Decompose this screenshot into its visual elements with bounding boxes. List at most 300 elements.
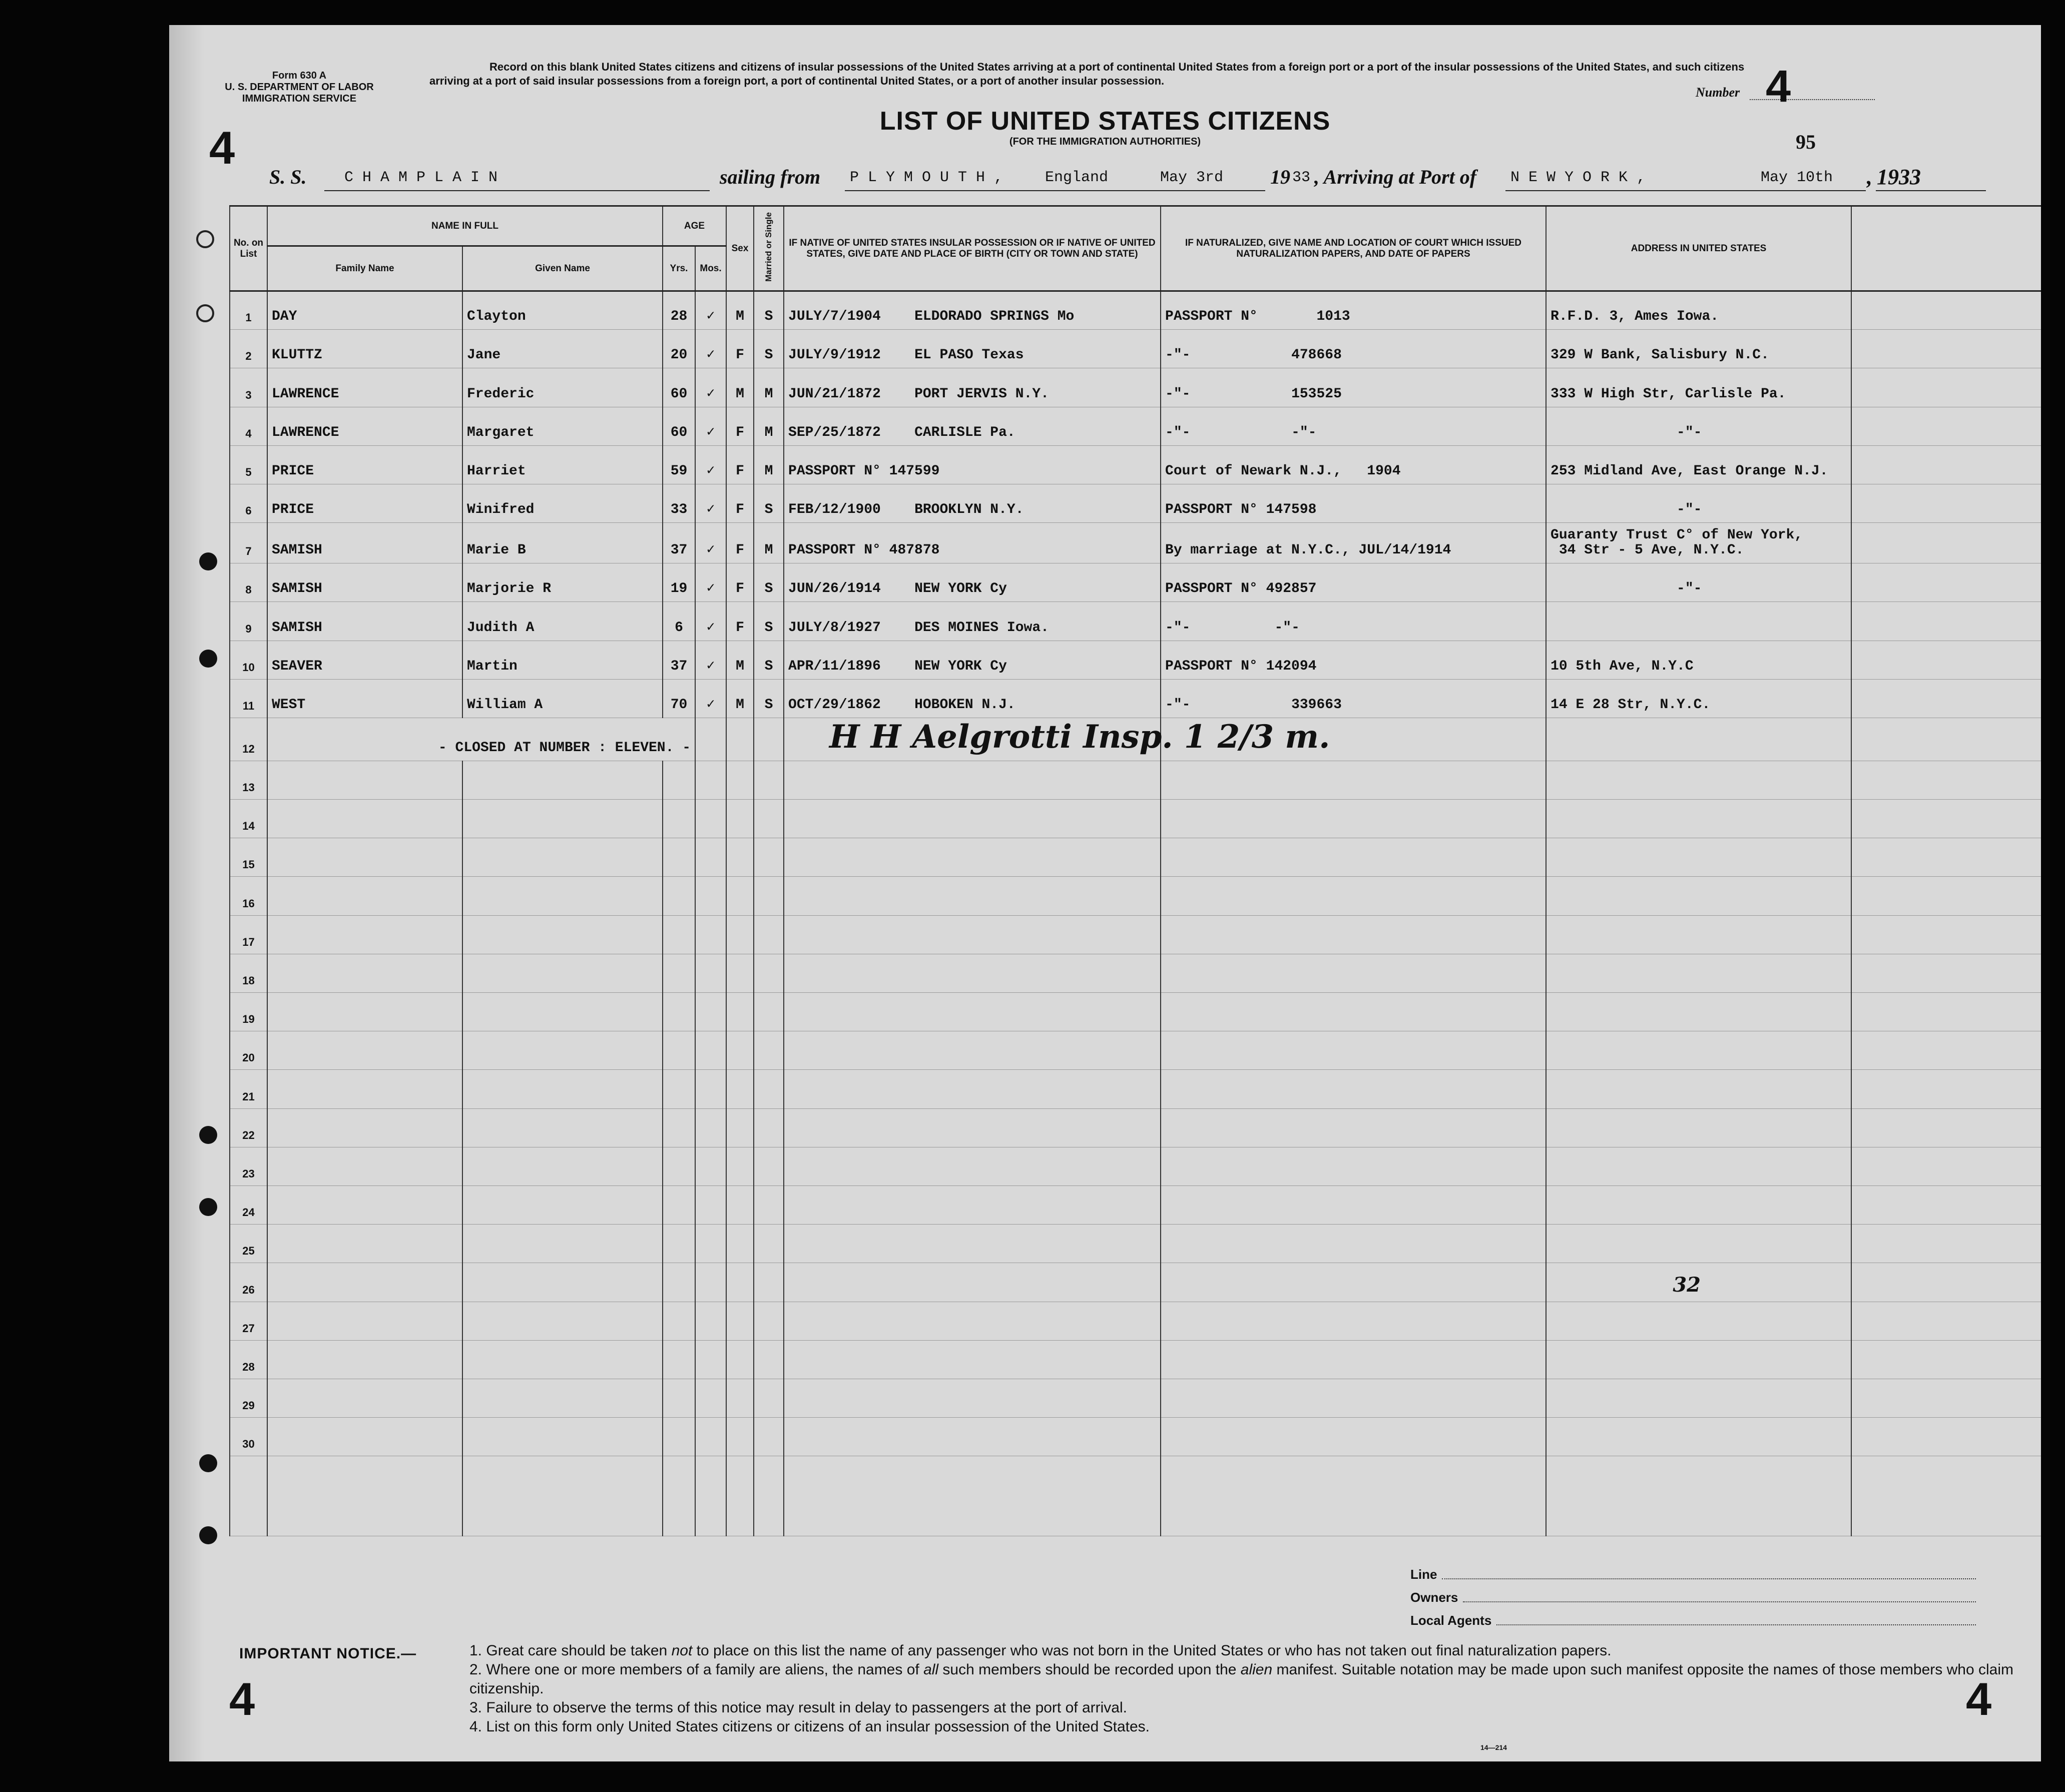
age-yrs: 37	[663, 641, 695, 679]
corner-number-top-left: 4	[209, 123, 235, 174]
table-row	[230, 993, 2041, 1031]
naturalization-text: -"-	[1165, 620, 1191, 636]
row-no: 30	[230, 1418, 267, 1456]
marital-status: S	[754, 330, 784, 368]
row-no: 11	[230, 679, 267, 718]
table-row	[230, 915, 2041, 954]
naturalization-text: PASSPORT N° 492857	[1165, 581, 1317, 597]
row-no: 13	[230, 761, 267, 799]
from-date: May 3rd	[1160, 169, 1224, 186]
address-line: 34 Str - 5 Ave, N.Y.C.	[1551, 542, 1744, 558]
from-country: England	[1045, 169, 1109, 186]
row-no: 22	[230, 1108, 267, 1147]
family-name: PRICE	[267, 445, 462, 484]
row-no: 3	[230, 368, 267, 407]
table-row	[230, 1225, 2041, 1263]
closing-note-text: - CLOSED AT NUMBER : ELEVEN. -	[438, 740, 691, 756]
family-name: SEAVER	[267, 641, 462, 679]
birth-info	[784, 523, 1161, 563]
row-no: 26	[230, 1263, 267, 1302]
sheet-edge-shadow	[169, 25, 204, 1761]
sex: M	[726, 368, 754, 407]
blank-cell	[1851, 641, 2041, 679]
table-row	[230, 368, 2041, 407]
sex: F	[726, 445, 754, 484]
table-row	[230, 291, 2041, 330]
notice-text: 1. Great care should be taken	[469, 1642, 672, 1659]
table-row	[230, 641, 2041, 679]
given-name: Jane	[462, 330, 663, 368]
given-name: Martin	[462, 641, 663, 679]
birth-place: DES MOINES Iowa.	[914, 620, 1049, 636]
naturalization-detail: 1904	[1367, 463, 1401, 479]
birth-date: JULY/7/1904	[788, 309, 881, 325]
family-name: SAMISH	[267, 523, 462, 563]
given-name: Judith A	[462, 602, 663, 641]
agents-field	[1410, 1605, 1976, 1628]
pencil-mark	[1546, 1263, 1851, 1302]
row-no: 14	[230, 800, 267, 838]
checkmark-icon: ✓	[695, 407, 726, 445]
family-name: WEST	[267, 679, 462, 718]
table-row	[230, 523, 2041, 563]
row-no: 1	[230, 291, 267, 330]
marital-status: M	[754, 523, 784, 563]
blank-cell	[754, 718, 784, 761]
birth-info	[784, 641, 1161, 679]
birth-place: CARLISLE Pa.	[914, 424, 1015, 440]
notice-text: manifest. Suitable notation may be made upon such manifest opposite the names of those members who claim citizenship.	[469, 1661, 2013, 1697]
row-no: 27	[230, 1302, 267, 1340]
marital-status: M	[754, 445, 784, 484]
signature-text: H H Aelgrotti Insp. 1 2/3 m.	[829, 718, 1330, 756]
age-yrs: 19	[663, 563, 695, 602]
col-mos: Mos.	[695, 246, 726, 291]
birth-info	[784, 330, 1161, 368]
sex: F	[726, 563, 754, 602]
checkmark-icon: ✓	[695, 330, 726, 368]
birth-date: JUN/21/1872	[788, 386, 881, 402]
birth-date: PASSPORT N° 147599	[788, 463, 940, 479]
address: 253 Midland Ave, East Orange N.J.	[1546, 445, 1851, 484]
checkmark-icon: ✓	[695, 679, 726, 718]
given-name: Harriet	[462, 445, 663, 484]
ship-name: C H A M P L A I N	[344, 169, 498, 186]
sex: F	[726, 407, 754, 445]
notice-emphasis: all	[923, 1661, 939, 1678]
row-no: 8	[230, 563, 267, 602]
naturalization-text: -"-	[1165, 697, 1191, 713]
form-id-line: U. S. DEPARTMENT OF LABOR	[225, 82, 374, 93]
to-port: N E W Y O R K ,	[1510, 169, 1646, 186]
family-name: PRICE	[267, 484, 462, 522]
to-year-underline	[1876, 190, 1986, 191]
row-no: 15	[230, 838, 267, 877]
page-title: LIST OF UNITED STATES CITIZENS	[879, 107, 1331, 136]
notice-item	[469, 1641, 2041, 1660]
col-name-in-full: NAME IN FULL	[267, 206, 663, 246]
agents-label: Local Agents	[1410, 1613, 1492, 1628]
voyage-line	[269, 161, 1991, 196]
from-year: 33	[1292, 169, 1311, 186]
year-prefix: 19	[1270, 166, 1290, 188]
table-row	[230, 1070, 2041, 1108]
col-yrs: Yrs.	[663, 246, 695, 291]
corner-number-bottom-right: 4	[1966, 1674, 1992, 1725]
address: 14 E 28 Str, N.Y.C.	[1546, 679, 1851, 718]
notice-text: to place on this list the name of any passenger who was not born in the United States or who has not taken out final naturalization papers.	[692, 1642, 1612, 1659]
agents-underline	[1496, 1624, 1976, 1625]
table-row	[230, 954, 2041, 992]
table-row	[230, 838, 2041, 877]
line-field	[1410, 1559, 1976, 1582]
table-row	[230, 602, 2041, 641]
punch-hole-icon	[199, 650, 217, 668]
naturalization-detail: 339663	[1291, 697, 1342, 713]
row-no: 28	[230, 1340, 267, 1379]
col-birth: IF NATIVE OF UNITED STATES INSULAR POSSESSION OR IF NATIVE OF UNITED STATES, GIVE DATE AND PLACE OF BIRTH (CITY OR TOWN AND STATE)	[784, 206, 1161, 291]
punch-hole-icon	[196, 230, 214, 248]
naturalization-detail: 478668	[1291, 347, 1342, 363]
row-no: 16	[230, 877, 267, 915]
owners-label: Owners	[1410, 1590, 1458, 1605]
address	[1546, 523, 1851, 563]
owners-underline	[1463, 1601, 1976, 1602]
given-name: Winifred	[462, 484, 663, 522]
given-name: Marie B	[462, 523, 663, 563]
table-row	[230, 484, 2041, 522]
given-name: Marjorie R	[462, 563, 663, 602]
blank-cell	[1851, 484, 2041, 522]
row-no: 20	[230, 1031, 267, 1070]
notice-item	[469, 1660, 2041, 1698]
sex: F	[726, 602, 754, 641]
birth-info	[784, 679, 1161, 718]
birth-place: HOBOKEN N.J.	[914, 697, 1015, 713]
col-blank	[1851, 206, 2041, 291]
birth-place: NEW YORK Cy	[914, 581, 1007, 597]
from-underline	[845, 190, 1265, 191]
form-id-line: Form 630 A	[272, 70, 327, 81]
naturalization-info	[1161, 330, 1546, 368]
address: -"-	[1546, 563, 1851, 602]
given-name: Clayton	[462, 291, 663, 330]
notice-list	[469, 1641, 2041, 1736]
row-no: 7	[230, 523, 267, 563]
inspector-signature	[784, 718, 1330, 761]
row-no: 21	[230, 1070, 267, 1108]
to-underline	[1505, 190, 1866, 191]
punch-hole-icon	[196, 304, 214, 322]
col-sex: Sex	[726, 206, 754, 291]
sex: M	[726, 291, 754, 330]
row-no: 25	[230, 1225, 267, 1263]
family-name: SAMISH	[267, 602, 462, 641]
birth-place: NEW YORK Cy	[914, 658, 1007, 674]
table-row	[230, 1379, 2041, 1417]
birth-date: APR/11/1896	[788, 658, 881, 674]
birth-date: JUN/26/1914	[788, 581, 881, 597]
manifest-sheet	[169, 25, 2041, 1761]
birth-info	[784, 407, 1161, 445]
col-married-or-single	[754, 206, 784, 291]
age-yrs: 33	[663, 484, 695, 522]
family-name: DAY	[267, 291, 462, 330]
closing-note	[267, 718, 695, 761]
table-row	[230, 407, 2041, 445]
to-year-comma: ,	[1867, 165, 1872, 189]
number-value: 4	[1766, 62, 1791, 112]
corner-number-bottom-left: 4	[229, 1674, 255, 1725]
notice-emphasis: not	[671, 1642, 693, 1659]
given-name: Margaret	[462, 407, 663, 445]
birth-date: JULY/8/1927	[788, 620, 881, 636]
birth-info	[784, 484, 1161, 522]
form-code: 14—214	[1480, 1743, 1507, 1751]
checkmark-icon: ✓	[695, 641, 726, 679]
address: 10 5th Ave, N.Y.C	[1546, 641, 1851, 679]
blank-cell	[695, 718, 726, 761]
family-name: LAWRENCE	[267, 368, 462, 407]
birth-date: OCT/29/1862	[788, 697, 881, 713]
page-number: 95	[1796, 131, 1816, 153]
naturalization-info	[1161, 368, 1546, 407]
page-subtitle: (FOR THE IMMIGRATION AUTHORITIES)	[1009, 136, 1201, 147]
family-name: LAWRENCE	[267, 407, 462, 445]
marital-status: S	[754, 291, 784, 330]
line-label: Line	[1410, 1567, 1437, 1582]
blank-cell	[1851, 602, 2041, 641]
table-row	[230, 1263, 2041, 1302]
col-address: ADDRESS IN UNITED STATES	[1546, 206, 1851, 291]
naturalization-info	[1161, 641, 1546, 679]
given-name: Frederic	[462, 368, 663, 407]
list-number-box	[1696, 64, 1876, 110]
notice-heading: IMPORTANT NOTICE.—	[239, 1645, 417, 1662]
sex: F	[726, 523, 754, 563]
sex: F	[726, 484, 754, 522]
age-yrs: 70	[663, 679, 695, 718]
checkmark-icon: ✓	[695, 368, 726, 407]
blank-cell	[1851, 330, 2041, 368]
address: R.F.D. 3, Ames Iowa.	[1546, 291, 1851, 330]
blank-cell	[1851, 445, 2041, 484]
birth-info	[784, 291, 1161, 330]
birth-info	[784, 368, 1161, 407]
table-row	[230, 1185, 2041, 1224]
row-no: 12	[230, 718, 267, 761]
notice-text: 2. Where one or more members of a family are aliens, the names of	[469, 1661, 924, 1678]
table-row	[230, 330, 2041, 368]
naturalization-info	[1161, 602, 1546, 641]
row-no: 17	[230, 915, 267, 954]
row-no: 4	[230, 407, 267, 445]
checkmark-icon: ✓	[695, 523, 726, 563]
blank-cell	[1546, 718, 1851, 761]
birth-date: PASSPORT N° 487878	[788, 542, 940, 558]
punch-hole-icon	[199, 1454, 217, 1472]
header-row	[230, 206, 2041, 246]
marital-status: S	[754, 679, 784, 718]
pencil-mark-text: 32	[1673, 1273, 1701, 1297]
table-row	[230, 1340, 2041, 1379]
naturalization-detail: -"-	[1274, 620, 1300, 636]
blank-cell	[1851, 291, 2041, 330]
blank-cell	[1851, 563, 2041, 602]
address: -"-	[1546, 484, 1851, 522]
address: 329 W Bank, Salisbury N.C.	[1546, 330, 1851, 368]
row-no: 24	[230, 1185, 267, 1224]
form-id-line: IMMIGRATION SERVICE	[242, 93, 357, 104]
naturalization-info	[1161, 445, 1546, 484]
table-row	[230, 1418, 2041, 1456]
birth-place: PORT JERVIS N.Y.	[914, 386, 1049, 402]
birth-info	[784, 563, 1161, 602]
blank-cell	[1851, 368, 2041, 407]
naturalization-text: -"-	[1165, 424, 1191, 440]
age-yrs: 60	[663, 407, 695, 445]
to-date: May 10th	[1761, 169, 1833, 186]
age-yrs: 59	[663, 445, 695, 484]
naturalization-text: Court of Newark N.J.,	[1165, 463, 1342, 479]
row-no: 29	[230, 1379, 267, 1417]
table-row	[230, 1031, 2041, 1070]
notice-emphasis: alien	[1240, 1661, 1273, 1678]
address: 333 W High Str, Carlisle Pa.	[1546, 368, 1851, 407]
naturalization-detail: -"-	[1291, 424, 1317, 440]
notice-text: such members should be recorded upon the	[938, 1661, 1241, 1678]
birth-info	[784, 602, 1161, 641]
table-row	[230, 800, 2041, 838]
age-yrs: 60	[663, 368, 695, 407]
marital-status: M	[754, 368, 784, 407]
row-no: 9	[230, 602, 267, 641]
naturalization-info	[1161, 523, 1546, 563]
naturalization-info	[1161, 484, 1546, 522]
blank-cell	[726, 718, 754, 761]
marital-status: S	[754, 563, 784, 602]
birth-date: FEB/12/1900	[788, 502, 881, 518]
checkmark-icon: ✓	[695, 445, 726, 484]
row-no: 6	[230, 484, 267, 522]
blank-cell	[1851, 679, 2041, 718]
notice-item: 3. Failure to observe the terms of this notice may result in delay to passengers at the port of arrival.	[469, 1699, 1127, 1716]
row-no: 19	[230, 993, 267, 1031]
age-yrs: 28	[663, 291, 695, 330]
address: -"-	[1546, 407, 1851, 445]
naturalization-info	[1161, 563, 1546, 602]
punch-hole-icon	[199, 552, 217, 570]
marital-status: S	[754, 641, 784, 679]
col-naturalization: IF NATURALIZED, GIVE NAME AND LOCATION OF COURT WHICH ISSUED NATURALIZATION PAPERS, AND DATE OF PAPERS	[1161, 206, 1546, 291]
sailing-label: sailing from	[720, 166, 821, 188]
birth-place: BROOKLYN N.Y.	[914, 502, 1024, 518]
birth-place: EL PASO Texas	[914, 347, 1024, 363]
checkmark-icon: ✓	[695, 291, 726, 330]
row-no: 23	[230, 1147, 267, 1185]
sex: M	[726, 679, 754, 718]
birth-date: JULY/9/1912	[788, 347, 881, 363]
family-name: SAMISH	[267, 563, 462, 602]
naturalization-info	[1161, 407, 1546, 445]
row-no: 5	[230, 445, 267, 484]
birth-date: SEP/25/1872	[788, 424, 881, 440]
ss-label: S. S.	[269, 166, 307, 188]
col-no-on-list: No. on List	[230, 206, 267, 291]
manifest-table	[229, 205, 2041, 1536]
sex: M	[726, 641, 754, 679]
punch-hole-icon	[199, 1126, 217, 1144]
naturalization-text: PASSPORT N°	[1165, 309, 1266, 325]
table-row	[230, 718, 2041, 761]
address	[1546, 602, 1851, 641]
table-row	[230, 563, 2041, 602]
table-row	[230, 761, 2041, 799]
naturalization-text: By marriage at N.Y.C., JUL/14/1914	[1165, 542, 1451, 558]
to-year: 1933	[1877, 165, 1921, 189]
marital-status: S	[754, 484, 784, 522]
table-row	[230, 1108, 2041, 1147]
row-no: 2	[230, 330, 267, 368]
blank-cell	[1851, 523, 2041, 563]
married-or-single-label: Married or Single	[764, 212, 774, 282]
birth-info	[784, 445, 1161, 484]
naturalization-text: PASSPORT N° 147598	[1165, 502, 1317, 518]
table-row	[230, 1302, 2041, 1340]
footer-fields	[1410, 1559, 1976, 1628]
age-yrs: 20	[663, 330, 695, 368]
checkmark-icon: ✓	[695, 563, 726, 602]
form-id	[199, 70, 399, 105]
checkmark-icon: ✓	[695, 602, 726, 641]
naturalization-text: PASSPORT N° 142094	[1165, 658, 1317, 674]
naturalization-detail: 1013	[1316, 309, 1350, 325]
table-row	[230, 877, 2041, 915]
blank-cell	[1851, 407, 2041, 445]
table-row	[230, 445, 2041, 484]
table-row	[230, 1456, 2041, 1536]
table-row	[230, 1147, 2041, 1185]
col-given-name: Given Name	[462, 246, 663, 291]
notice-item: 4. List on this form only United States citizens or citizens of an insular possession of the United States.	[469, 1718, 1150, 1735]
arriving-label: , Arriving at Port of	[1314, 166, 1477, 188]
row-no: 10	[230, 641, 267, 679]
marital-status: M	[754, 407, 784, 445]
col-family-name: Family Name	[267, 246, 462, 291]
number-label: Number	[1696, 85, 1740, 100]
col-age: AGE	[663, 206, 726, 246]
naturalization-text: -"-	[1165, 386, 1191, 402]
ship-name-underline	[324, 190, 710, 191]
line-underline	[1442, 1578, 1976, 1579]
age-yrs: 37	[663, 523, 695, 563]
naturalization-text: -"-	[1165, 347, 1191, 363]
marital-status: S	[754, 602, 784, 641]
table-row	[230, 679, 2041, 718]
family-name: KLUTTZ	[267, 330, 462, 368]
given-name: William A	[462, 679, 663, 718]
birth-place: ELDORADO SPRINGS Mo	[914, 309, 1075, 325]
row-no: 18	[230, 954, 267, 992]
naturalization-info	[1161, 291, 1546, 330]
punch-hole-icon	[199, 1198, 217, 1216]
blank-cell	[1851, 718, 2041, 761]
from-port: P L Y M O U T H ,	[850, 169, 1003, 186]
punch-hole-icon	[199, 1526, 217, 1544]
naturalization-info	[1161, 679, 1546, 718]
owners-field	[1410, 1582, 1976, 1605]
form-instructions: Record on this blank United States citizens and citizens of insular possessions of the United States arriving at a port of continental United States from a foreign port or a port of the insular possessions of the United States, and such citizens arriving at a port of said insular possessions from a foreign port, a port of continental United States, or a port of another insular possession.	[429, 61, 1745, 87]
